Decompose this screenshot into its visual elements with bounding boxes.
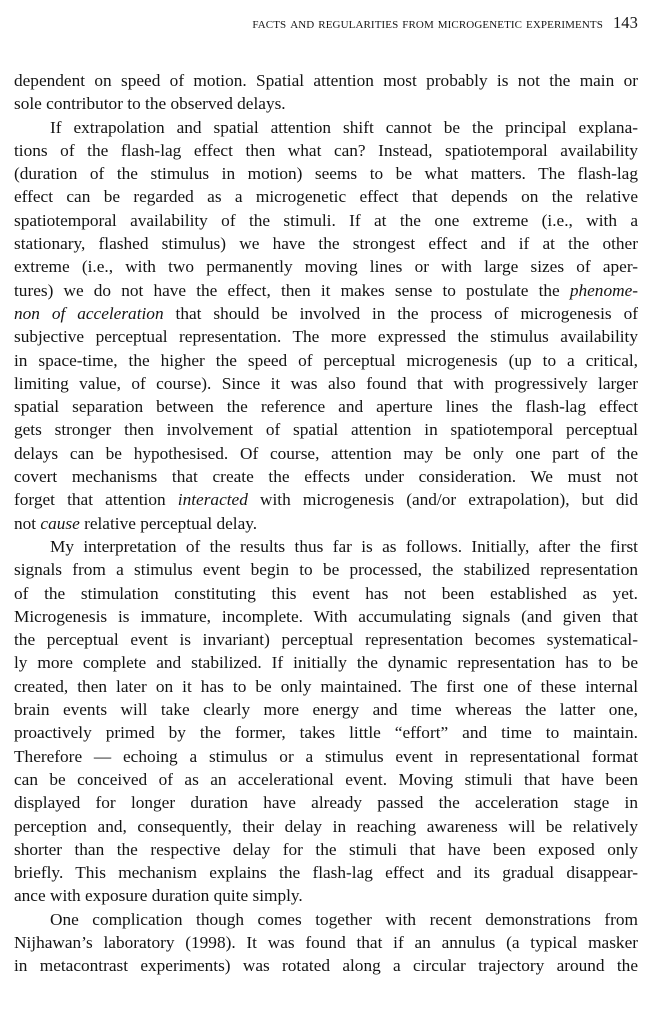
text-line bbox=[14, 488, 638, 511]
text-line: signals from a stimulus event begin to be processed, the stabilized representation bbox=[14, 560, 638, 580]
text-line: displayed for longer duration have already passed the acceleration stage in bbox=[14, 793, 638, 813]
italic-term: cause bbox=[40, 513, 80, 533]
text-line: shorter than the respective delay for the stimuli that have been exposed only bbox=[14, 839, 638, 859]
paragraph-3 bbox=[14, 535, 638, 908]
italic-term: phenome- bbox=[569, 280, 638, 300]
text-line bbox=[14, 279, 638, 302]
book-page bbox=[14, 12, 638, 978]
text-line: proactively primed by the former, takes little “effort” and time to maintain. bbox=[14, 723, 638, 743]
running-head bbox=[14, 12, 638, 35]
paragraph-4 bbox=[14, 908, 638, 978]
paragraph-2 bbox=[14, 116, 638, 535]
text-line: Microgenesis is immature, incomplete. With accumulating signals (and given that bbox=[14, 606, 638, 626]
paragraph-1 bbox=[14, 69, 638, 116]
text-line: brain events will take clearly more energy and time whereas the latter one, bbox=[14, 700, 638, 720]
text-line: My interpretation of the results thus far is as follows. Initially, after the first bbox=[50, 536, 638, 556]
text-line: sole contributor to the observed delays. bbox=[14, 94, 286, 114]
text-fragment: tures) we do not have the effect, then it makes sense to postulate the bbox=[14, 280, 570, 300]
text-line: spatial separation between the reference and aperture lines the flash-lag effect bbox=[14, 397, 638, 417]
text-line: the perceptual event is invariant) perceptual representation becomes systematical- bbox=[14, 630, 638, 650]
text-line: One complication though comes together with recent demonstrations from bbox=[50, 909, 638, 929]
text-line: limiting value, of course). Since it was also found that with progressively larger bbox=[14, 373, 638, 393]
text-line: created, then later on it has to be only maintained. The first one of these internal bbox=[14, 676, 638, 696]
running-title: facts and regularities from microgenetic experiments bbox=[252, 15, 603, 32]
text-fragment: not bbox=[14, 513, 41, 533]
text-line: briefly. This mechanism explains the flash-lag effect and its gradual disappear- bbox=[14, 863, 638, 883]
text-line: (duration of the stimulus in motion) seems to be what matters. The flash-lag bbox=[14, 164, 638, 184]
text-line: of the stimulation constituting this event has not been established as yet. bbox=[14, 583, 638, 603]
text-line: ly more complete and stabilized. If initially the dynamic representation has to be bbox=[14, 653, 638, 673]
text-line bbox=[14, 512, 638, 535]
text-line: subjective perceptual representation. The more expressed the stimulus availability bbox=[14, 327, 638, 347]
text-line: ance with exposure duration quite simply. bbox=[14, 886, 303, 906]
text-line: spatiotemporal availability of the stimuli. If at the one extreme (i.e., with a bbox=[14, 210, 638, 230]
italic-term: non of acceleration bbox=[14, 303, 164, 323]
page-number: 143 bbox=[612, 13, 638, 32]
text-fragment: forget that attention bbox=[14, 490, 178, 510]
text-line: perception and, consequently, their delay in reaching awareness will be relatively bbox=[14, 816, 638, 836]
text-line: Therefore — echoing a stimulus or a stimulus event in representational format bbox=[14, 746, 638, 766]
text-line: If extrapolation and spatial attention shift cannot be the principal explana- bbox=[50, 117, 638, 137]
text-line: covert mechanisms that create the effects under consideration. We must not bbox=[14, 467, 638, 487]
body-text bbox=[14, 69, 638, 978]
text-line: effect can be regarded as a microgenetic effect that depends on the relative bbox=[14, 187, 638, 207]
text-line: dependent on speed of motion. Spatial attention most probably is not the main or bbox=[14, 71, 638, 90]
text-line: delays can be hypothesised. Of course, attention may be only one part of the bbox=[14, 443, 638, 463]
text-fragment: relative perceptual delay. bbox=[79, 513, 258, 533]
text-fragment: that should be involved in the process of microgenesis of bbox=[163, 303, 638, 323]
text-line: tions of the flash-lag effect then what can? Instead, spatiotemporal availability bbox=[14, 140, 638, 160]
text-line: extreme (i.e., with two permanently moving lines or with large sizes of aper- bbox=[14, 257, 638, 277]
text-fragment: with microgenesis (and/or extrapolation), but did bbox=[247, 490, 638, 510]
text-line: stationary, flashed stimulus) we have the strongest effect and if at the other bbox=[14, 234, 638, 254]
text-line: gets stronger then involvement of spatial attention in spatiotemporal perceptual bbox=[14, 420, 638, 440]
text-line bbox=[14, 302, 638, 325]
text-line: can be conceived of as an accelerational event. Moving stimuli that have been bbox=[14, 769, 638, 789]
text-line: in space-time, the higher the speed of perceptual microgenesis (up to a critical, bbox=[14, 350, 638, 370]
text-line: Nijhawan’s laboratory (1998). It was found that if an annulus (a typical masker bbox=[14, 932, 638, 952]
italic-term: interacted bbox=[177, 490, 248, 510]
text-line: in metacontrast experiments) was rotated along a circular trajectory around the bbox=[14, 956, 638, 976]
